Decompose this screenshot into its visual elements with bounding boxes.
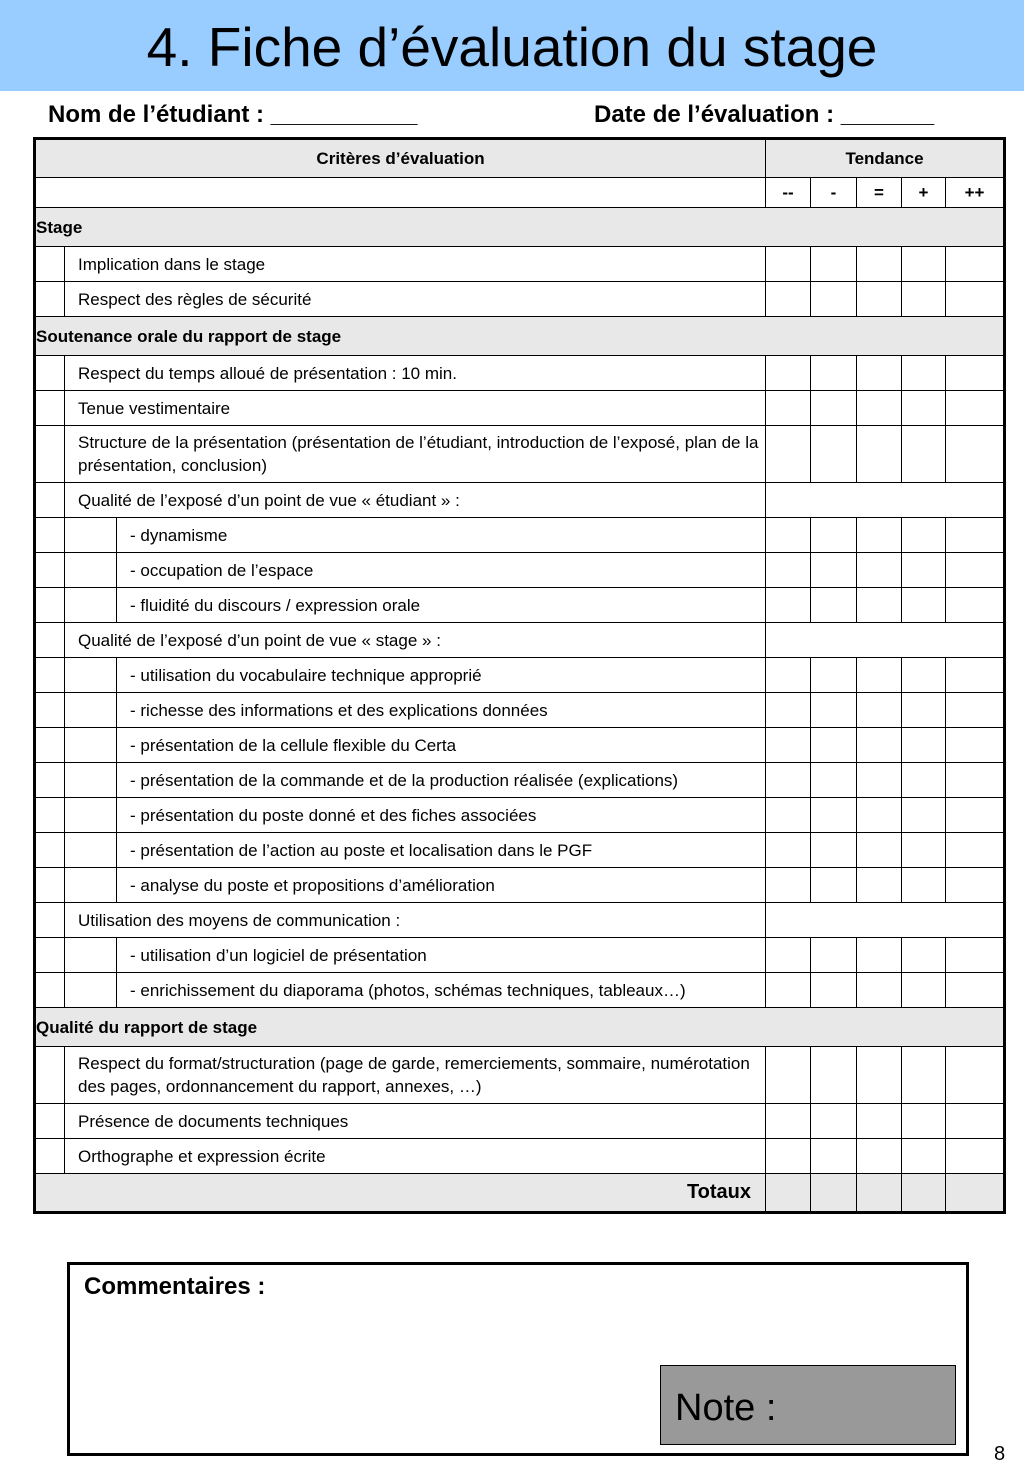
rating-cell[interactable] [946,282,1005,317]
page-number: 8 [994,1443,1006,1465]
row-marker-cell [35,391,65,426]
row-marker-cell [35,973,65,1008]
rating-cell[interactable] [857,728,902,763]
row-marker-cell [35,426,65,483]
rating-cell[interactable] [857,391,902,426]
comments-label: Commentaires : [84,1273,266,1300]
rating-cell[interactable] [766,553,811,588]
rating-cell[interactable] [902,728,946,763]
row-marker-cell [35,693,65,728]
criterion-row [35,728,1005,763]
criterion-row [35,391,1005,426]
criterion-label: Respect des règles de sécurité [65,282,766,317]
criteria-header: Critères d’évaluation [35,139,766,178]
criterion-label: - présentation de la commande et de la production réalisée (explications) [117,763,766,798]
rating-cell[interactable] [902,553,946,588]
rating-cell[interactable] [946,1047,1005,1104]
criterion-row [35,426,1005,483]
total-cell[interactable] [946,1174,1005,1213]
rating-cell[interactable] [902,763,946,798]
rating-cell[interactable] [766,658,811,693]
rating-cell[interactable] [811,763,857,798]
criterion-label: - dynamisme [117,518,766,553]
criterion-label: - présentation de la cellule flexible du Certa [117,728,766,763]
criterion-label: - occupation de l’espace [117,553,766,588]
criterion-row [35,658,1005,693]
rating-cell[interactable] [857,356,902,391]
rating-cell[interactable] [857,763,902,798]
row-marker-cell [35,1104,65,1139]
indent-cell [65,588,117,623]
rating-cell[interactable] [811,798,857,833]
row-marker-cell [35,868,65,903]
rating-cell[interactable] [766,728,811,763]
rating-cell[interactable] [857,553,902,588]
row-marker-cell [35,247,65,282]
rating-cell[interactable] [902,1139,946,1174]
indent-cell [65,833,117,868]
rating-cell[interactable] [857,247,902,282]
section-header-row [35,208,1005,247]
rating-cell[interactable] [766,938,811,973]
rating-cell[interactable] [857,868,902,903]
rating-cell[interactable] [766,833,811,868]
rating-cell[interactable] [857,426,902,483]
rating-cell[interactable] [857,1139,902,1174]
rating-cell[interactable] [766,868,811,903]
rating-cell[interactable] [946,938,1005,973]
criterion-label: - utilisation d’un logiciel de présentation [117,938,766,973]
rating-cell[interactable] [811,553,857,588]
indent-cell [65,868,117,903]
group-blank-cell [766,483,1005,518]
student-name-field: Nom de l’étudiant : ___________ [48,101,418,128]
row-marker-cell [35,518,65,553]
trend-levels-row [35,178,1005,208]
rating-cell[interactable] [811,658,857,693]
rating-cell[interactable] [766,426,811,483]
rating-cell[interactable] [811,728,857,763]
rating-cell[interactable] [811,1139,857,1174]
rating-cell[interactable] [902,391,946,426]
rating-cell[interactable] [811,868,857,903]
criterion-row [35,356,1005,391]
rating-cell[interactable] [857,833,902,868]
rating-cell[interactable] [946,973,1005,1008]
group-blank-cell [766,623,1005,658]
indent-cell [65,518,117,553]
rating-cell[interactable] [857,282,902,317]
header-row [35,139,1005,178]
rating-cell[interactable] [902,693,946,728]
rating-cell[interactable] [811,1104,857,1139]
row-marker-cell [35,1139,65,1174]
rating-cell[interactable] [902,868,946,903]
rating-cell[interactable] [766,282,811,317]
row-marker-cell [35,623,65,658]
rating-cell[interactable] [946,588,1005,623]
section-header-row [35,1008,1005,1047]
rating-cell[interactable] [946,553,1005,588]
indent-cell [65,553,117,588]
row-marker-cell [35,658,65,693]
rating-cell[interactable] [766,1139,811,1174]
note-label: Note : [675,1387,777,1429]
criterion-label: Orthographe et expression écrite [65,1139,766,1174]
rating-cell[interactable] [766,693,811,728]
rating-cell[interactable] [857,973,902,1008]
row-marker-cell [35,728,65,763]
row-marker-cell [35,356,65,391]
criterion-label: Présence de documents techniques [65,1104,766,1139]
page-title: 4. Fiche d’évaluation du stage [146,16,878,78]
totals-row [35,1174,1005,1213]
total-cell[interactable] [902,1174,946,1213]
criterion-row [35,1104,1005,1139]
section-header-row [35,317,1005,356]
rating-cell[interactable] [766,518,811,553]
evaluation-table [33,137,1006,1214]
criterion-label: - présentation de l’action au poste et localisation dans le PGF [117,833,766,868]
criterion-label: Qualité de l’exposé d’un point de vue « stage » : [65,623,766,658]
rating-cell[interactable] [766,588,811,623]
row-marker-cell [35,798,65,833]
section-title: Soutenance orale du rapport de stage [35,317,1005,356]
trend-level-label: -- [766,178,811,208]
rating-cell[interactable] [902,1104,946,1139]
total-cell[interactable] [766,1174,811,1213]
indent-cell [65,798,117,833]
criterion-row [35,903,1005,938]
criterion-label: - analyse du poste et propositions d’amélioration [117,868,766,903]
row-marker-cell [35,483,65,518]
criterion-label: Utilisation des moyens de communication : [65,903,766,938]
rating-cell[interactable] [811,588,857,623]
total-cell[interactable] [857,1174,902,1213]
blank-cell [35,178,766,208]
section-title: Qualité du rapport de stage [35,1008,1005,1047]
criterion-row [35,868,1005,903]
rating-cell[interactable] [857,938,902,973]
criterion-label: - fluidité du discours / expression orale [117,588,766,623]
rating-cell[interactable] [902,833,946,868]
rating-cell[interactable] [902,1047,946,1104]
total-cell[interactable] [811,1174,857,1213]
rating-cell[interactable] [902,426,946,483]
criterion-row [35,1139,1005,1174]
rating-cell[interactable] [946,518,1005,553]
section-title: Stage [35,208,1005,247]
rating-cell[interactable] [946,833,1005,868]
criterion-row [35,693,1005,728]
rating-cell[interactable] [946,356,1005,391]
rating-cell[interactable] [946,868,1005,903]
indent-cell [65,658,117,693]
criterion-label: - présentation du poste donné et des fiches associées [117,798,766,833]
criterion-row [35,518,1005,553]
criterion-label: - utilisation du vocabulaire technique approprié [117,658,766,693]
rating-cell[interactable] [902,798,946,833]
rating-cell[interactable] [857,693,902,728]
row-marker-cell [35,938,65,973]
trend-level-label: + [902,178,946,208]
rating-cell[interactable] [766,1104,811,1139]
rating-cell[interactable] [811,356,857,391]
criterion-row [35,247,1005,282]
criterion-row [35,938,1005,973]
trend-level-label: ++ [946,178,1005,208]
group-blank-cell [766,903,1005,938]
criterion-label: - enrichissement du diaporama (photos, schémas techniques, tableaux…) [117,973,766,1008]
evaluation-date-field: Date de l’évaluation : _______ [594,101,935,128]
criterion-row [35,763,1005,798]
indent-cell [65,763,117,798]
rating-cell[interactable] [766,763,811,798]
rating-cell[interactable] [902,973,946,1008]
criterion-row [35,623,1005,658]
rating-cell[interactable] [902,247,946,282]
criterion-row [35,798,1005,833]
rating-cell[interactable] [766,798,811,833]
rating-cell[interactable] [811,693,857,728]
criterion-label: Qualité de l’exposé d’un point de vue « étudiant » : [65,483,766,518]
indent-cell [65,973,117,1008]
rating-cell[interactable] [946,391,1005,426]
rating-cell[interactable] [766,391,811,426]
rating-cell[interactable] [811,833,857,868]
row-marker-cell [35,903,65,938]
comments-box[interactable] [67,1262,969,1456]
rating-cell[interactable] [811,973,857,1008]
rating-cell[interactable] [946,426,1005,483]
rating-cell[interactable] [946,693,1005,728]
row-marker-cell [35,1047,65,1104]
criterion-label: Tenue vestimentaire [65,391,766,426]
indent-cell [65,728,117,763]
rating-cell[interactable] [811,247,857,282]
rating-cell[interactable] [811,426,857,483]
totals-label: Totaux [35,1174,766,1213]
rating-cell[interactable] [946,658,1005,693]
rating-cell[interactable] [857,798,902,833]
rating-cell[interactable] [902,938,946,973]
rating-cell[interactable] [766,356,811,391]
rating-cell[interactable] [766,973,811,1008]
rating-cell[interactable] [902,518,946,553]
rating-cell[interactable] [946,763,1005,798]
rating-cell[interactable] [857,518,902,553]
criterion-row [35,282,1005,317]
criterion-row [35,483,1005,518]
rating-cell[interactable] [946,1139,1005,1174]
rating-cell[interactable] [857,588,902,623]
row-marker-cell [35,833,65,868]
criterion-label: Respect du temps alloué de présentation : 10 min. [65,356,766,391]
rating-cell[interactable] [946,1104,1005,1139]
row-marker-cell [35,282,65,317]
criterion-row [35,553,1005,588]
criterion-row [35,833,1005,868]
rating-cell[interactable] [946,798,1005,833]
rating-cell[interactable] [946,247,1005,282]
criterion-label: Implication dans le stage [65,247,766,282]
criterion-label: Structure de la présentation (présentation de l’étudiant, introduction de l’exposé, plan de la présentation, conclusion) [65,426,766,483]
rating-cell[interactable] [811,1047,857,1104]
rating-cell[interactable] [811,282,857,317]
rating-cell[interactable] [766,247,811,282]
rating-cell[interactable] [857,1047,902,1104]
criterion-label: - richesse des informations et des explications données [117,693,766,728]
trend-header: Tendance [766,139,1005,178]
rating-cell[interactable] [857,658,902,693]
indent-cell [65,938,117,973]
rating-cell[interactable] [811,391,857,426]
row-marker-cell [35,763,65,798]
rating-cell[interactable] [902,658,946,693]
rating-cell[interactable] [902,588,946,623]
trend-level-label: = [857,178,902,208]
trend-level-label: - [811,178,857,208]
rating-cell[interactable] [902,282,946,317]
rating-cell[interactable] [857,1104,902,1139]
row-marker-cell [35,588,65,623]
criterion-row [35,973,1005,1008]
rating-cell[interactable] [902,356,946,391]
rating-cell[interactable] [811,938,857,973]
criterion-row [35,588,1005,623]
rating-cell[interactable] [766,1047,811,1104]
note-box[interactable] [660,1365,956,1445]
indent-cell [65,693,117,728]
criterion-row [35,1047,1005,1104]
rating-cell[interactable] [946,728,1005,763]
row-marker-cell [35,553,65,588]
rating-cell[interactable] [811,518,857,553]
criterion-label: Respect du format/structuration (page de garde, remerciements, sommaire, numérotation des pages, ordonnancement du rapport, annexes, …) [65,1047,766,1104]
